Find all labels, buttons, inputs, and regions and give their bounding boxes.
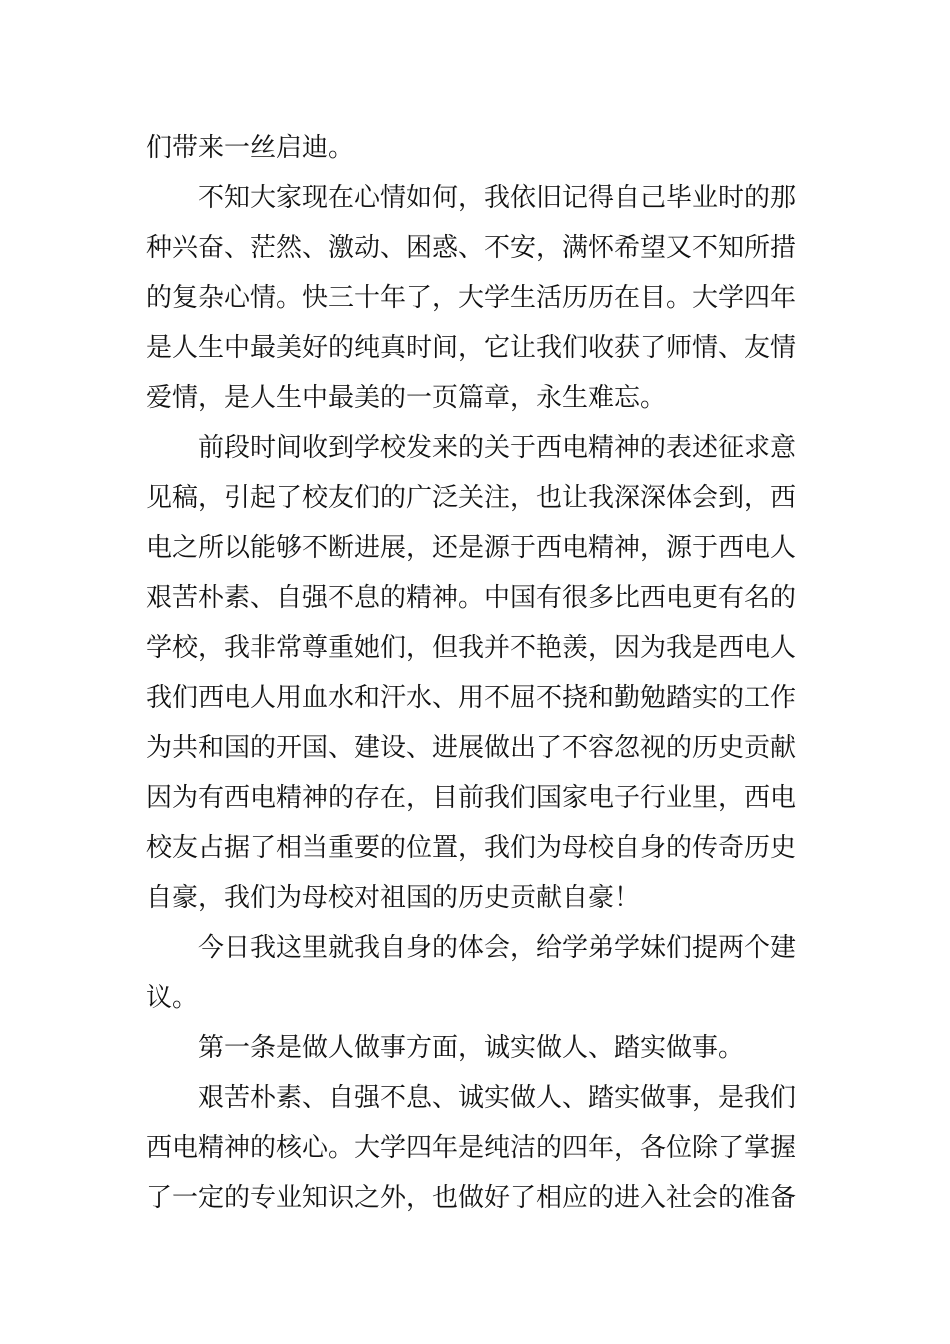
text-line: 议。	[146, 983, 199, 1013]
paragraph-start-line: 不知大家现在心情如何，我依旧记得自己毕业时的那	[198, 183, 797, 213]
text-line: 是人生中最美好的纯真时间，它让我们收获了师情、友情	[146, 333, 797, 363]
text-line: 我们西电人用血水和汗水、用不屈不挠和勤勉踏实的工作	[146, 683, 797, 713]
text-line: 们带来一丝启迪。	[146, 133, 355, 163]
text-line: 了一定的专业知识之外，也做好了相应的进入社会的准备	[146, 1183, 797, 1213]
text-line: 学校，我非常尊重她们，但我并不艳羡，因为我是西电人	[146, 633, 797, 663]
paragraph-start-line: 前段时间收到学校发来的关于西电精神的表述征求意	[198, 433, 797, 463]
text-line: 校友占据了相当重要的位置，我们为母校自身的传奇历史	[146, 833, 797, 863]
text-line: 的复杂心情。快三十年了，大学生活历历在目。大学四年	[146, 283, 797, 313]
paragraph-start-line: 艰苦朴素、自强不息、诚实做人、踏实做事，是我们	[198, 1083, 797, 1113]
paragraph-start-line: 第一条是做人做事方面，诚实做人、踏实做事。	[198, 1033, 745, 1063]
text-line: 艰苦朴素、自强不息的精神。中国有很多比西电更有名的	[146, 583, 797, 613]
text-line: 见稿，引起了校友们的广泛关注，也让我深深体会到，西	[146, 483, 797, 513]
text-line: 西电精神的核心。大学四年是纯洁的四年，各位除了掌握	[146, 1133, 797, 1163]
text-line: 为共和国的开国、建设、进展做出了不容忽视的历史贡献	[146, 733, 797, 763]
text-line: 种兴奋、茫然、激动、困惑、不安，满怀希望又不知所措	[146, 233, 797, 263]
text-line: 因为有西电精神的存在，目前我们国家电子行业里，西电	[146, 783, 797, 813]
text-line: 自豪，我们为母校对祖国的历史贡献自豪！	[146, 883, 641, 913]
text-line: 电之所以能够不断进展，还是源于西电精神，源于西电人	[146, 533, 797, 563]
text-line: 爱情，是人生中最美的一页篇章，永生难忘。	[146, 383, 667, 413]
paragraph-start-line: 今日我这里就我自身的体会，给学弟学妹们提两个建	[198, 933, 797, 963]
